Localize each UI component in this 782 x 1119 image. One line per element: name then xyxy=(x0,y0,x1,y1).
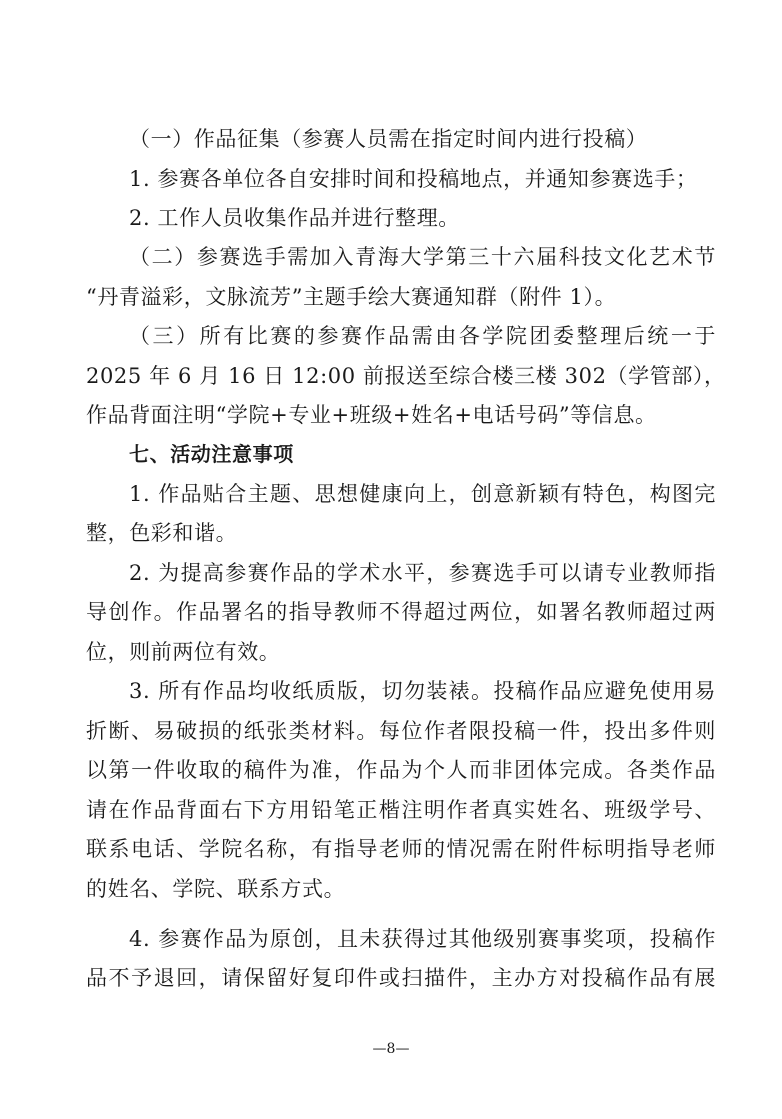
paragraph-line: 作品背面注明“学院+专业+班级+姓名+电话号码”等信息。 xyxy=(86,403,657,427)
paragraph-line: “丹青溢彩，文脉流芳”主题手绘大赛通知群（附件 1）。 xyxy=(86,285,617,309)
paragraph-line: 位，则前两位有效。 xyxy=(86,640,281,664)
paragraph-line: （三）所有比赛的参赛作品需由各学院团委整理后统一于 xyxy=(129,324,716,348)
section-heading-1: （一）作品征集（参赛人员需在指定时间内进行投稿） xyxy=(129,127,648,151)
paragraph-line: 1. 作品贴合主题、思想健康向上，创意新颖有特色，构图完 xyxy=(129,482,716,506)
paragraph-line: 2025 年 6 月 16 日 12:00 前报送至综合楼三楼 302（学管部）， xyxy=(86,364,726,388)
paragraph-line: 品不予退回，请保留好复印件或扫描件，主办方对投稿作品有展 xyxy=(86,966,716,990)
paragraph-line: 请在作品背面右下方用铅笔正楷注明作者真实姓名、班级学号、 xyxy=(86,798,716,822)
paragraph-line: 联系电话、学院名称，有指导老师的情况需在附件标明指导老师 xyxy=(86,837,716,861)
paragraph-line: （二）参赛选手需加入青海大学第三十六届科技文化艺术节 xyxy=(129,245,716,269)
paragraph-line: 导创作。作品署名的指导教师不得超过两位，如署名教师超过两 xyxy=(86,600,716,624)
paragraph-line: 2. 为提高参赛作品的学术水平，参赛选手可以请专业教师指 xyxy=(129,561,716,585)
paragraph-line: 的姓名、学院、联系方式。 xyxy=(86,877,346,901)
paragraph-line: 以第一件收取的稿件为准，作品为个人而非团体完成。各类作品 xyxy=(86,758,716,782)
paragraph-line: 整，色彩和谐。 xyxy=(86,521,238,545)
paragraph-line: 3. 所有作品均收纸质版，切勿装裱。投稿作品应避免使用易 xyxy=(129,679,716,703)
paragraph-line: 2. 工作人员收集作品并进行整理。 xyxy=(129,206,460,230)
page-number: —8— xyxy=(372,1041,410,1057)
paragraph-line: 1. 参赛各单位各自安排时间和投稿地点，并通知参赛选手； xyxy=(129,167,698,191)
paragraph-line: 折断、易破损的纸张类材料。每位作者限投稿一件，投出多件则 xyxy=(86,719,716,743)
paragraph-line: 4. 参赛作品为原创，且未获得过其他级别赛事奖项，投稿作 xyxy=(129,927,716,951)
section-heading-7: 七、活动注意事项 xyxy=(129,442,294,466)
